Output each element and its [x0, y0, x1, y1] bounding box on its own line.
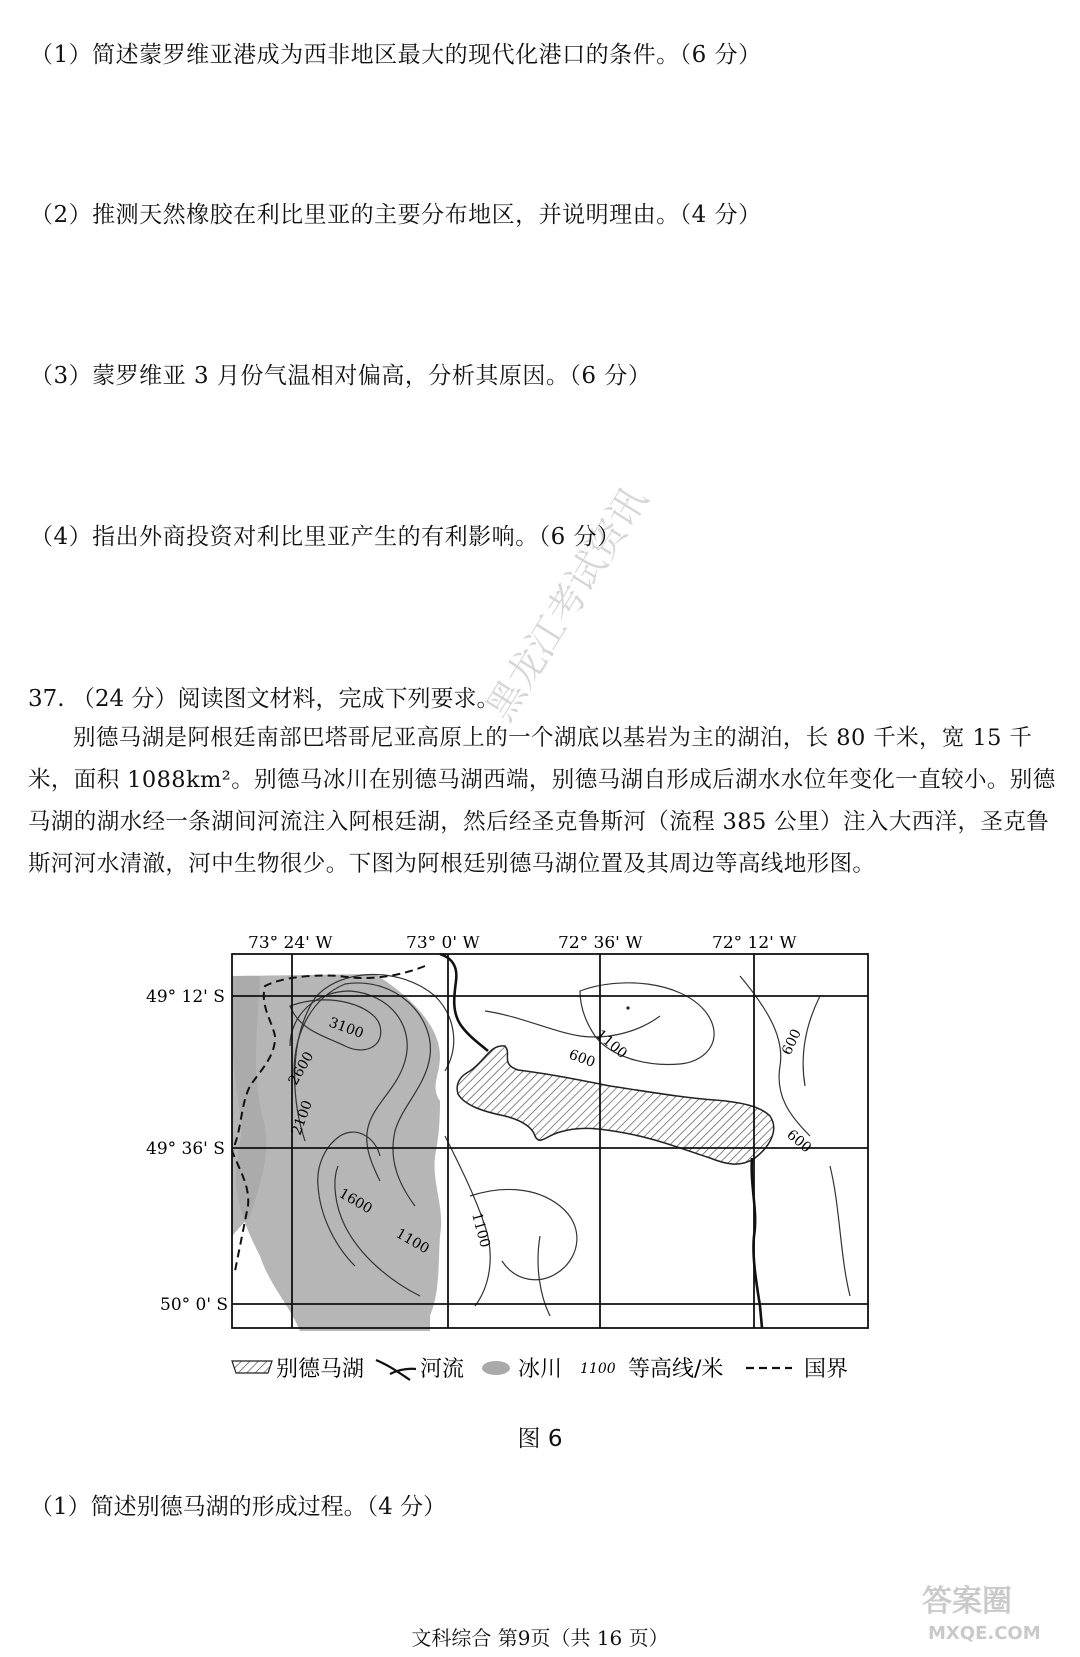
- question-37-heading: 37. （24 分）阅读图文材料，完成下列要求。: [28, 686, 500, 712]
- question-2: （2）推测天然橡胶在利比里亚的主要分布地区，并说明理由。（4 分）: [30, 202, 762, 228]
- peak-dot: [626, 1006, 629, 1009]
- diagonal-watermark: 黑龙江考试资讯: [477, 479, 656, 729]
- legend-contour-sample: 1100: [580, 1361, 616, 1377]
- answer-circle-logo-watermark: [916, 1575, 1066, 1645]
- legend-lake-label: 别德马湖: [276, 1357, 365, 1382]
- page-footer: 文科综合 第9页（共 16 页）: [411, 1626, 669, 1650]
- contour-label-1600: 1600: [336, 1185, 375, 1218]
- question-3: （3）蒙罗维亚 3 月份气温相对偏高，分析其原因。（6 分）: [30, 363, 652, 389]
- lon-label-4: 72° 12' W: [712, 936, 797, 953]
- logo-text-domain: MXQE.COM: [928, 1623, 1041, 1644]
- lat-label-3: 50° 0' S: [160, 1295, 229, 1315]
- lon-label-1: 73° 24' W: [248, 936, 333, 953]
- question-1: （1）简述蒙罗维亚港成为西非地区最大的现代化港口的条件。（6 分）: [30, 42, 762, 68]
- lon-label-2: 73° 0' W: [406, 936, 480, 953]
- question-4: （4）指出外商投资对利比里亚产生的有利影响。（6 分）: [30, 524, 621, 550]
- contour-label-1100-c: 1100: [592, 1026, 631, 1062]
- contour-label-600-b: 600: [779, 1026, 805, 1058]
- question-37-sub-1: （1）简述别德马湖的形成过程。（4 分）: [30, 1494, 447, 1520]
- legend-glacier-label: 冰川: [518, 1357, 563, 1382]
- legend-border-label: 国界: [804, 1357, 849, 1382]
- lat-label-1: 49° 12' S: [146, 987, 225, 1007]
- lon-label-3: 72° 36' W: [558, 936, 643, 953]
- legend-glacier-swatch: [482, 1361, 510, 1375]
- contour-label-600-c: 600: [783, 1126, 815, 1157]
- question-37-material: 别德马湖是阿根廷南部巴塔哥尼亚高原上的一个湖底以基岩为主的湖泊，长 80 千米，宽 15 千米，面积 1088km²。别德马冰川在别德马湖西端，别德马湖自形成后湖水水位年变化一直较小。别德马湖的湖水经一条湖间河流注入阿根廷湖，然后经圣克鲁斯河（流程 385 公里）注入大西洋，圣克鲁斯河河水清澈，河中生物很少。下图为阿根廷别德马湖位置及其周边等高线地形图。: [28, 725, 1056, 877]
- legend-river-label: 河流: [420, 1357, 465, 1382]
- figure-caption: 图 6: [517, 1426, 563, 1452]
- logo-text-main: 答案圈: [922, 1584, 1012, 1619]
- legend-lake-swatch: [232, 1361, 272, 1373]
- contour-label-600-a: 600: [566, 1046, 598, 1071]
- map-legend: [232, 1357, 848, 1382]
- contour-map-figure: [140, 936, 920, 1396]
- contour-label-1100-a: 1100: [393, 1225, 432, 1258]
- contour-map: [140, 936, 920, 1396]
- contour-label-2100: 2100: [288, 1098, 316, 1138]
- legend-contour-label: 等高线/米: [628, 1357, 724, 1382]
- contour-label-3100: 3100: [326, 1014, 366, 1042]
- legend-river-swatch: [376, 1360, 416, 1380]
- contour-label-2600: 2600: [285, 1049, 318, 1088]
- lake-viedma: [457, 1046, 774, 1164]
- contour-label-1100-b: 1100: [468, 1210, 493, 1250]
- lat-label-2: 49° 36' S: [146, 1139, 225, 1159]
